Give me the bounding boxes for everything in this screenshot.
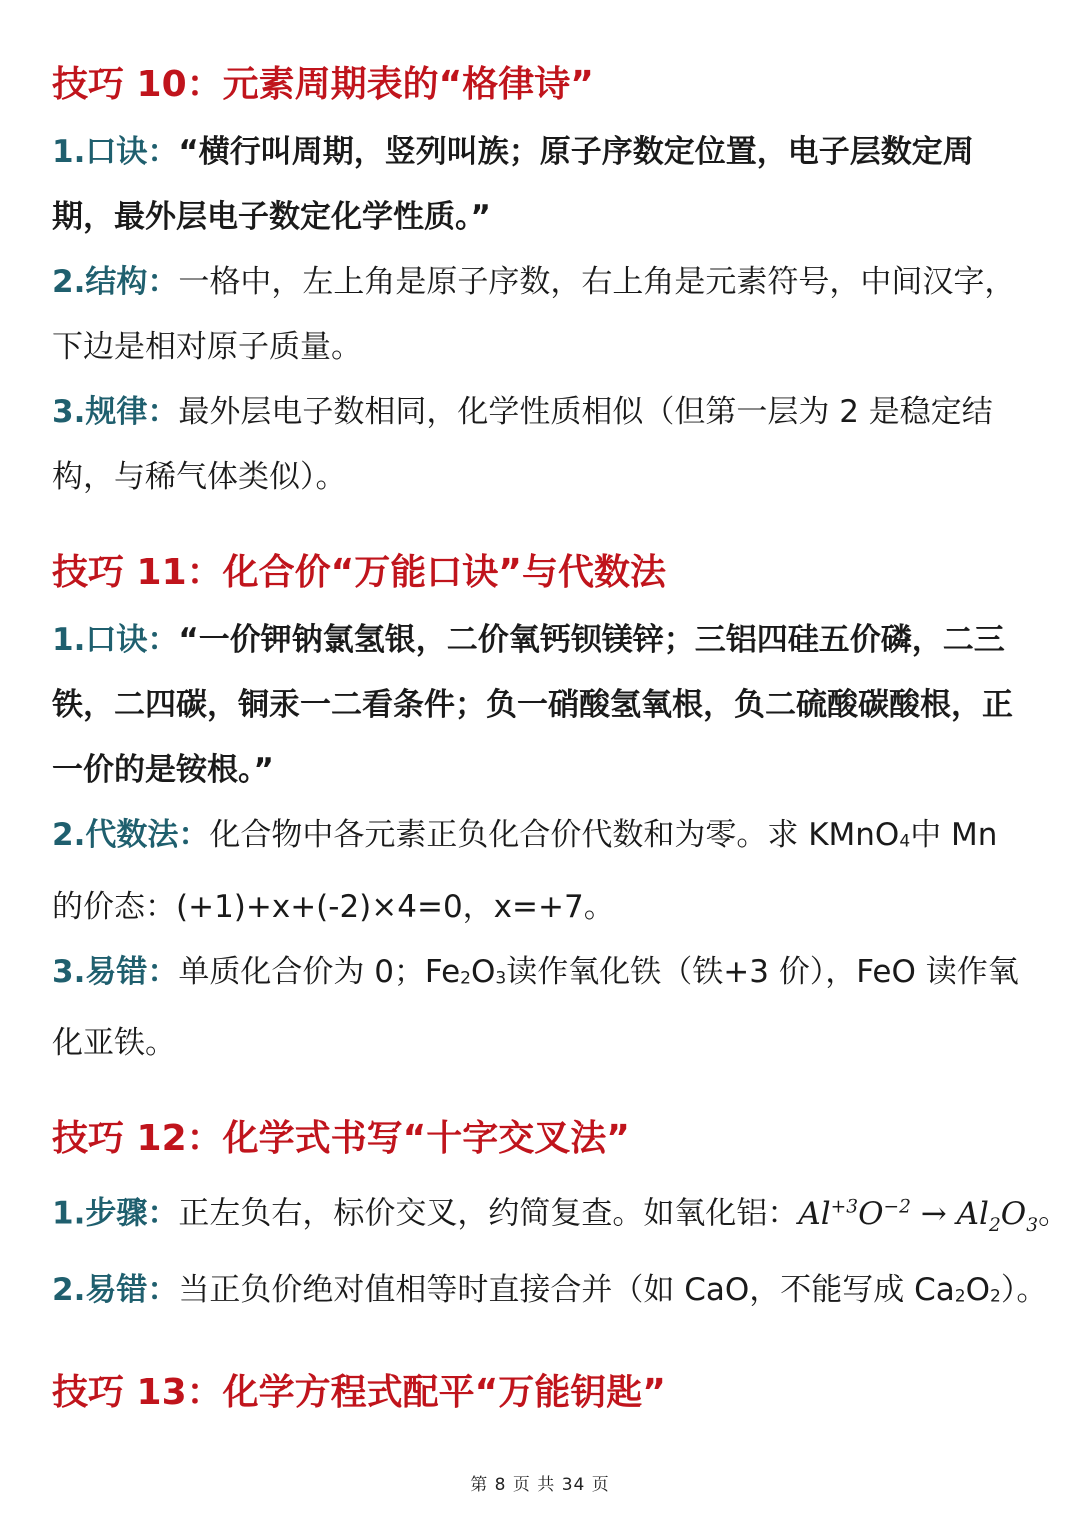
page-footer: 第 8 页 共 34 页 — [470, 1475, 610, 1495]
section-12-item-1 — [52, 1174, 1070, 1258]
section-10-item-1 — [52, 120, 1032, 250]
formula-subscript: 3 — [1026, 1214, 1039, 1236]
item-label: 3.易错： — [52, 953, 179, 990]
item-text-a: 化合物中各元素正负化合价代数和为零。求 KMnO — [209, 817, 900, 853]
section-11-item-2 — [52, 803, 1032, 940]
item-text-b: O — [965, 1271, 990, 1308]
arrow-icon: → — [920, 1195, 947, 1232]
section-11-item-1 — [52, 608, 1032, 803]
item-text-a: 单质化合价为 0；Fe — [178, 953, 461, 990]
item-text: “一价钾钠氯氢银，二价氧钙钡镁锌；三铝四硅五价磷，二三铁，二四碳，铜汞一二看条件；负一硝酸氢氧根，负二硫酸碳酸根，正一价的是铵根。” — [52, 622, 1013, 788]
subscript: 2 — [990, 1286, 1001, 1307]
formula-element: O — [858, 1195, 884, 1232]
item-label: 1.口诀： — [52, 622, 179, 658]
formula-subscript: 2 — [988, 1214, 1001, 1236]
item-text-b: O — [471, 953, 496, 990]
subscript: 4 — [899, 831, 911, 852]
item-label: 2.易错： — [52, 1271, 179, 1308]
section-10-item-3 — [52, 380, 1032, 510]
section-title-10: 技巧 10：元素周期表的“格律诗” — [52, 64, 594, 105]
item-label: 2.代数法： — [52, 817, 210, 853]
subscript: 2 — [460, 968, 471, 989]
item-text: 最外层电子数相同，化学性质相似（但第一层为 2 是稳定结构，与稀气体类似）。 — [52, 394, 993, 495]
item-end: 。 — [1038, 1195, 1070, 1232]
item-text-a: 当正负价绝对值相等时直接合并（如 CaO，不能写成 Ca — [178, 1271, 955, 1308]
item-text-c: 读作氧化铁（铁+3 价），FeO 读作氧化亚铁。 — [52, 953, 1019, 1062]
item-text-b: 中 Mn 的价态：(+1)+x+(-2)×4=0，x=+7。 — [52, 817, 998, 925]
section-12-item-2 — [52, 1258, 1048, 1330]
cross-formula — [798, 1195, 1039, 1236]
formula-valence: +3 — [830, 1196, 859, 1218]
formula-valence: −2 — [883, 1196, 911, 1218]
item-label: 2.结构： — [52, 264, 179, 300]
item-text-c: ）。 — [1000, 1271, 1048, 1308]
subscript: 3 — [495, 968, 507, 989]
item-label: 3.规律： — [52, 394, 179, 430]
section-11-item-3 — [52, 940, 1032, 1077]
item-text: “横行叫周期，竖列叫族；原子序数定位置，电子层数定周期，最外层电子数定化学性质。” — [52, 134, 974, 235]
subscript: 2 — [954, 1286, 966, 1307]
section-title-11: 技巧 11：化合价“万能口诀”与代数法 — [52, 552, 666, 593]
item-text: 正左负右，标价交叉，约简复查。如氧化铝： — [178, 1195, 799, 1232]
page-content — [52, 50, 1070, 1428]
formula-element: O — [1000, 1195, 1027, 1232]
section-10-item-2 — [52, 250, 1032, 380]
item-label: 1.口诀： — [52, 134, 179, 170]
formula-element: Al — [956, 1195, 989, 1232]
formula-element: Al — [798, 1195, 831, 1232]
item-text: 一格中，左上角是原子序数，右上角是元素符号，中间汉字，下边是相对原子质量。 — [52, 264, 1016, 365]
section-title-12: 技巧 12：化学式书写“十字交叉法” — [52, 1118, 630, 1160]
section-title-13: 技巧 13：化学方程式配平“万能钥匙” — [52, 1371, 666, 1413]
item-label: 1.步骤： — [52, 1195, 179, 1232]
